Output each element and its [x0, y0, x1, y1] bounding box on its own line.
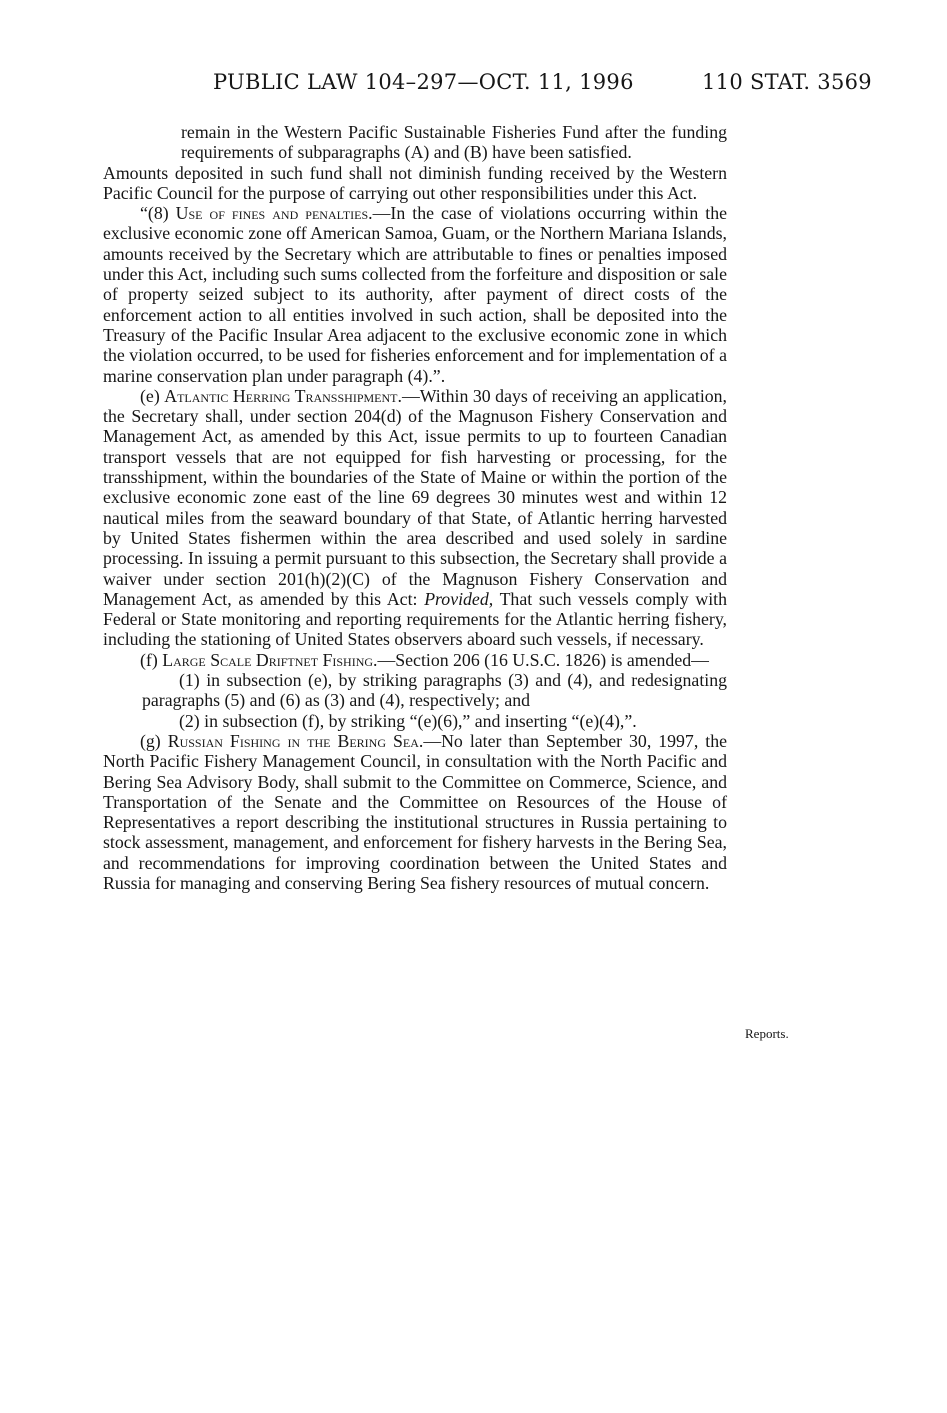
running-header-page-number: 110 STAT. 3569 [702, 70, 872, 94]
paragraph-8-heading: Use of fines and penalties. [175, 203, 373, 224]
subsection-f-heading: Large Scale Driftnet Fishing. [162, 649, 378, 670]
subsection-f-item-2: (2) in subsection (f), by striking “(e)(6),” and inserting “(e)(4),”. [179, 710, 637, 731]
subsection-f [103, 650, 727, 670]
subsection-f-item-1: (1) in subsection (e), by striking paragraphs (3) and (4), and redesignating paragraphs (5) and (6) as (3) and (4), respectively; and [142, 670, 727, 711]
subsection-e-heading: Atlantic Herring Transshipment. [164, 385, 402, 406]
body-text [103, 122, 727, 893]
subsection-e-number: (e) [140, 385, 165, 406]
subsection-g-text: —No later than September 30, 1997, the North Pacific Fishery Management Council, in consultation with the North Pacific and Bering Sea Advisory Body, shall submit to the Committee on Commerce, Science, and Transportation of the Senate and the Committee on Resources of the House of Representatives a report describing the institutional structures in Russia pertaining to stock assessment, management, and enforcement for fishery harvests in the Bering Sea, and recommendations for improving coordination between the United States and Russia for managing and conserving Bering Sea fishery resources of mutual concern. [103, 730, 727, 893]
margin-note-reports: Reports. [745, 1026, 789, 1041]
subsection-g-heading: Russian Fishing in the Bering Sea. [167, 730, 424, 751]
paragraph-8 [103, 203, 727, 386]
subsection-e-provided: Provided, [424, 588, 494, 609]
subsection-f-number: (f) [140, 649, 163, 670]
continuation-paragraph: remain in the Western Pacific Sustainable Fisheries Fund after the funding requirements of subparagraphs (A) and (B) have been satisfied. [181, 122, 727, 163]
paragraph-8-text: —In the case of violations occurring within the exclusive economic zone off American Samoa, Guam, or the Northern Mariana Islands, amounts received by the Secretary which are attributable to fines or penalties imposed under this Act, including such sums collected from the forfeiture and disposition or sale of property seized subject to its authority, after payment of direct costs of the enforcement action to all entities involved in such action, shall be deposited into the Treasury of the Pacific Insular Area adjacent to the exclusive economic zone in which the violation occurred, to be used for fisheries enforcement and for implementation of a marine conservation plan under paragraph (4).”. [103, 203, 727, 386]
subsection-e-text-1: —Within 30 days of receiving an application, the Secretary shall, under section 204(d) of the Magnuson Fishery Conservation and Management Act, as amended by this Act, issue permits to up to fourteen Canadian transport vessels that are not equipped for fish harvesting or processing, for the transshipment, within the boundaries of the State of Maine or within the portion of the exclusive economic zone east of the line 69 degrees 30 minutes west and within 12 nautical miles from the seaward boundary of that State, of Atlantic herring harvested by United States fishermen within the area described and used solely in sardine processing. In issuing a permit pursuant to this subsection, the Secretary shall provide a waiver under section 201(h)(2)(C) of the Magnuson Fishery Conservation and Management Act, as amended by this Act: [103, 385, 727, 609]
running-header-citation: PUBLIC LAW 104–297—OCT. 11, 1996 [213, 70, 634, 94]
amounts-paragraph: Amounts deposited in such fund shall not diminish funding received by the Western Pacific Council for the purpose of carrying out other responsibilities under this Act. [103, 162, 727, 203]
subsection-e [103, 386, 727, 650]
paragraph-8-number: “(8) [140, 203, 176, 224]
subsection-g-number: (g) [140, 730, 168, 751]
subsection-e-text-2: That such vessels comply with Federal or State monitoring and reporting requirements for the Atlantic herring fishery, including the stationing of United States observers aboard such vessels, if necessary. [103, 588, 727, 650]
subsection-g [103, 731, 727, 893]
subsection-f-text: —Section 206 (16 U.S.C. 1826) is amended— [377, 649, 709, 670]
